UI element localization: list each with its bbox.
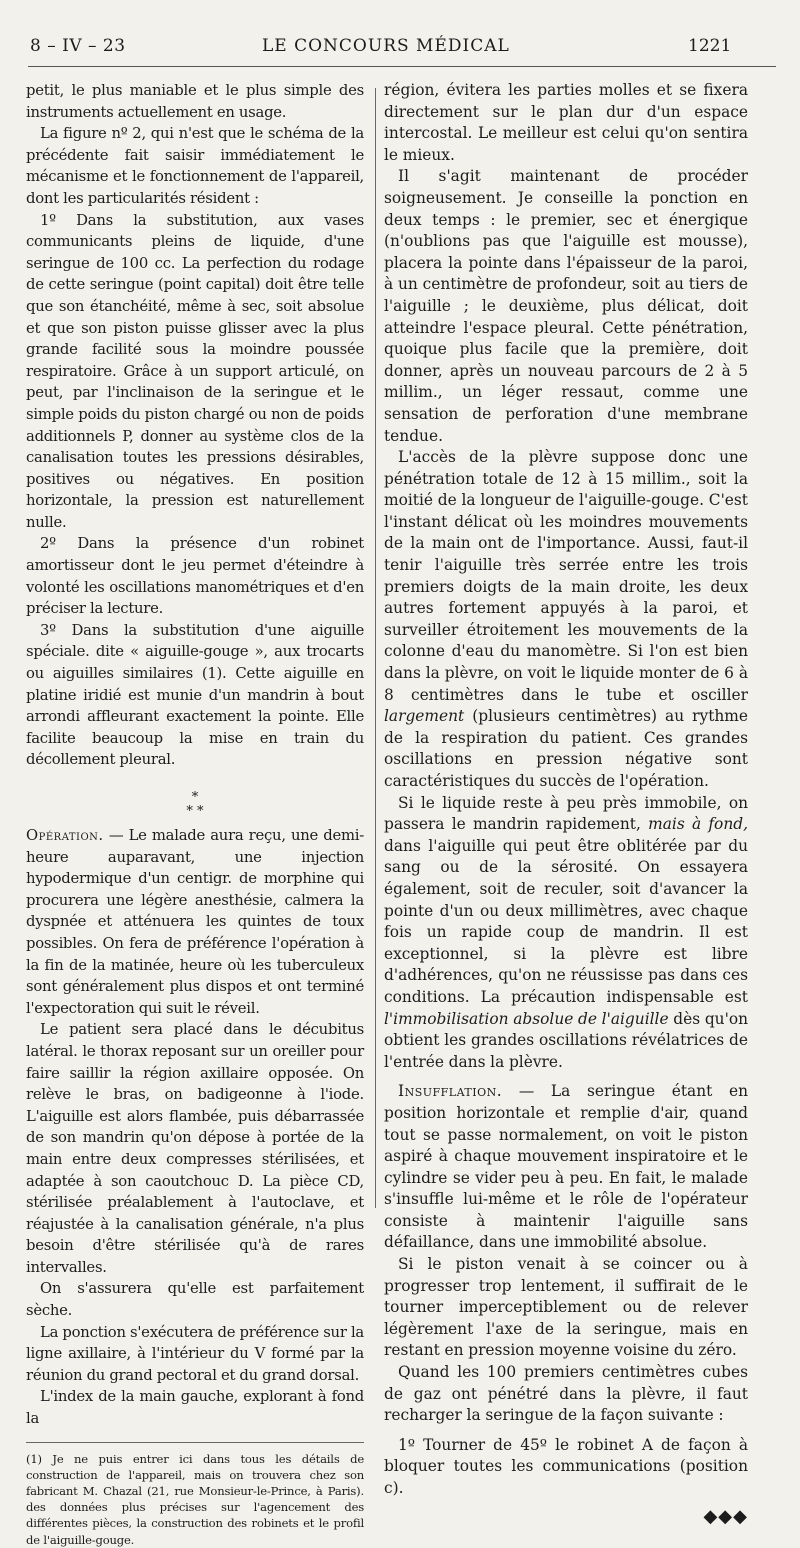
paragraph: 3º Dans la substitution d'une aiguille spéciale. dite « aiguille-gouge », aux trocarts ou aiguilles similaires (1). Cette aiguille en platine iridié est munie d'un mandrin à bout arrondi affleurant exactement la pointe. Elle facilite beaucoup la mise en train du décollement pleural. [26, 621, 364, 769]
operation-text: — Le malade aura reçu, une demi-heure auparavant, une injection hypodermique d'un centigr. de morphine qui procurera une légère anesthésie, calmera la dyspnée et atténuera les quintes de toux possibles. On fera de préférence l'opération à la fin de la matinée, heure où les tuberculeux sont généralement plus dispos et ont terminé l'expectoration qui suit le réveil. [26, 827, 364, 1017]
section-title-operation: Opération. [26, 827, 104, 844]
header-rule [28, 66, 776, 67]
paragraph: 1º Tourner de 45º le robinet A de façon à bloquer toutes les communications (position c). [384, 1435, 748, 1497]
operation-paragraph [26, 825, 364, 1019]
paragraph: Il s'agit maintenant de procéder soigneusement. Je conseille la ponction en deux temps : le premier, sec et énergique (n'oublions pas que l'aiguille est mousse), placera la pointe dans l'épaisseur de la paroi, à un centimètre de profondeur, soit au tiers de l'aiguille ; le deuxième, plus délicat, doit atteindre l'espace pleural. Cette pénétration, quoique plus facile que la première, doit donner, après un nouveau parcours de 2 à 5 millim., un léger ressaut, comme une sensation de perforation d'une membrane tendue. [384, 167, 748, 445]
paragraph: La ponction s'exécutera de préférence sur la ligne axillaire, à l'intérieur du V formé par la réunion du grand pectoral et du grand dorsal. [26, 1323, 364, 1384]
spacer [384, 1427, 748, 1435]
spacer [384, 1073, 748, 1081]
text-run: Si le liquide reste à peu près immobile, on passera le mandrin rapidement, [384, 793, 748, 834]
insufflation-text: — La seringue étant en position horizontale et remplie d'air, quand tout se passe normalement, on voit le piston aspiré à chaque mouvement inspiratoire et le cylindre se vider peu à peu. En fait, le malade s'insuffle lui-même et le rôle de l'opérateur consiste à maintenir l'aiguille sans défaillance, dans une immobilité absolue. [384, 1082, 748, 1252]
text-run: L'accès de la plèvre suppose donc une pénétration totale de 12 à 15 millim., soit la moitié de la longueur de l'aiguille-gouge. C'est l'instant délicat où les moindres mouvements de la main ont de l'importance. Aussi, faut-il tenir l'aiguille très serrée entre les trois premiers doigts de la main droite, les deux autres fortement appuyés à la paroi, et surveiller étroitement les mouvements de la colonne d'eau du manomètre. Si l'on est bien dans la plèvre, on voit le liquide monter de 6 à 8 centimètres dans le tube et osciller [384, 448, 748, 704]
issue-reference: 8 – IV – 23 [30, 36, 126, 56]
paragraph: Si le piston venait à se coincer ou à progresser trop lentement, il suffirait de le tourner imperceptiblement ou de relever légèrement l'axe de la seringue, mais en restant en pression moyenne voisine du zéro. [384, 1255, 748, 1360]
italic-text: mais à fond, [648, 815, 748, 834]
paragraph: petit, le plus maniable et le plus simple des instruments actuellement en usage. [26, 82, 364, 121]
asterism-top: * [191, 790, 199, 805]
column-divider [375, 88, 376, 1208]
section-title-insufflation: Insufflation. [398, 1082, 503, 1101]
left-column [26, 80, 364, 1548]
paragraph [384, 447, 748, 793]
paragraph: Le patient sera placé dans le décubitus latéral. le thorax reposant sur un oreiller pour faire saillir la région axillaire opposée. On relève le bras, on badigeonne à l'iode. L'aiguille est alors flambée, puis débarrassée de son mandrin qu'on dépose à portée de la main entre deux compresses stérilisées, et adaptée à son caoutchouc D. La pièce CD, stérilisée préalablement à l'autoclave, et réajustée à la canalisation générale, n'a plus besoin d'être stérilisée qu'à de rares intervalles. [26, 1021, 364, 1276]
paragraph: On s'assurera qu'elle est parfaitement sèche. [26, 1280, 364, 1320]
asterism-bottom: * * [186, 804, 204, 819]
italic-text: l'immobilisation absolue de l'aiguille [384, 1009, 669, 1028]
paragraph: Quand les 100 premiers centimètres cubes de gaz ont pénétré dans la plèvre, il faut recharger la seringue de la façon suivante : [384, 1363, 748, 1425]
insufflation-paragraph [384, 1081, 748, 1254]
journal-title: LE CONCOURS MÉDICAL [262, 36, 510, 56]
paragraph: 1º Dans la substitution, aux vases communicants pleins de liquide, d'une seringue de 100 cc. La perfection du rodage de cette seringue (point capital) doit être telle que son étanchéité, même à sec, soit absolue et que son piston puisse glisser avec la plus grande facilité sous la moindre poussée respiratoire. Grâce à un support articulé, on peut, par l'inclinaison de la seringue et le simple poids du piston chargé ou non de poids additionnels P, donner au système clos de la canalisation toutes les pressions désirables, positives ou négatives. En position horizontale, la pression est naturellement nulle. [26, 211, 364, 531]
text-run: (plusieurs centimètres) au rythme de la respiration du patient. Ces grandes oscillations en pression négative sont caractéristiques du succès de l'opération. [384, 707, 748, 790]
footnote: (1) Je ne puis entrer ici dans tous les détails de construction de l'appareil, mais on trouvera chez son fabricant M. Chazal (21, rue Monsieur-le-Prince, à Paris). des données plus précises sur l'agencement des différentes pièces, la construction des robinets et le profil de l'aiguille-gouge. [26, 1451, 364, 1547]
fleuron-ornament: ◆◆◆ [703, 1505, 748, 1527]
section-separator-asterism [26, 791, 364, 819]
paragraph: L'index de la main gauche, explorant à fond la [26, 1388, 364, 1428]
paragraph: 2º Dans la présence d'un robinet amortisseur dont le jeu permet d'éteindre à volonté les oscillations manométriques et d'en préciser la lecture. [26, 535, 364, 618]
italic-text: largement [384, 707, 465, 726]
paragraph [384, 793, 748, 1074]
text-run: dans l'aiguille qui peut être oblitérée par du sang ou de la sérosité. On essayera également, soit de reculer, soit d'avancer la pointe d'un ou deux millimètres, avec chaque fois un rapide coup de mandrin. Il est exceptionnel, si la plèvre est libre d'adhérences, qu'on ne réussisse pas dans ces conditions. La précaution indispensable est [384, 836, 748, 1006]
page-number: 1221 [688, 36, 732, 56]
right-column [384, 80, 748, 1527]
footnote-rule [26, 1442, 364, 1443]
paragraph: région, évitera les parties molles et se fixera directement sur le plan dur d'un espace intercostal. Le meilleur est celui qu'on sentira le mieux. [384, 81, 748, 164]
text-run: dès qu'on obtient les grandes oscillations révélatrices de l'entrée dans la plèvre. [384, 1009, 749, 1071]
paragraph: La figure nº 2, qui n'est que le schéma de la précédente fait saisir immédiatement le mécanisme et le fonctionnement de l'appareil, dont les particularités résident : [26, 125, 364, 207]
